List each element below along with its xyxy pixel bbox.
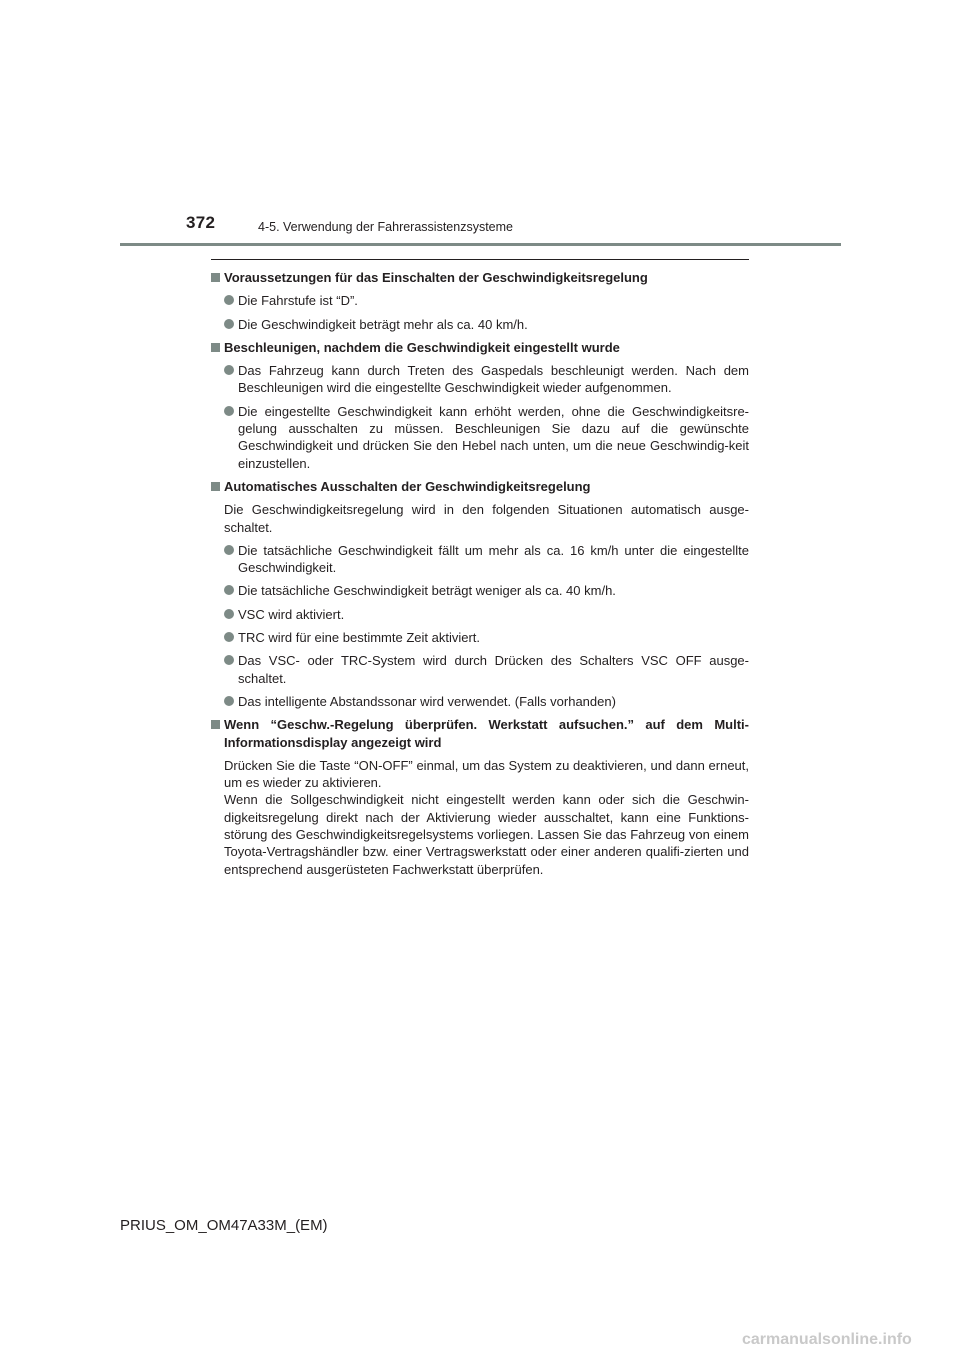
bullet-dot-icon (224, 655, 234, 665)
paragraph-text: Wenn die Sollgeschwindigkeit nicht eingestellt werden kann oder sich die Geschwin-digkeitsregelung direkt nach der Aktivierung wieder ausschaltet, kann eine Funktions-störung des Geschwindigkeitsregelsystems vorliegen. Lassen Sie das Fahrzeug von einem Toyota-Vertragshändler bzw. einer Vertragswerkstatt oder einer anderen qualifi-zierten und entsprechend ausgerüsteten Fachwerkstatt überprüfen. (224, 792, 749, 877)
bullet-dot-icon (224, 319, 234, 329)
paragraph-text: Die Geschwindigkeitsregelung wird in den folgenden Situationen automatisch ausge-schaltet. (224, 502, 749, 535)
list-item-text: Das VSC- oder TRC-System wird durch Drücken des Schalters VSC OFF ausge-schaltet. (238, 653, 749, 686)
list-item (211, 629, 749, 646)
bullet-dot-icon (224, 585, 234, 595)
section-heading (211, 269, 749, 286)
bullet-dot-icon (224, 632, 234, 642)
bullet-dot-icon (224, 295, 234, 305)
section-heading (211, 339, 749, 356)
bullet-dot-icon (224, 609, 234, 619)
bullet-dot-icon (224, 365, 234, 375)
section-rule (211, 259, 749, 260)
content (211, 264, 749, 884)
section-heading-text: Beschleunigen, nachdem die Geschwindigkeit eingestellt wurde (224, 339, 620, 355)
list-item (211, 652, 749, 687)
list-item-text: Das intelligente Abstandssonar wird verwendet. (Falls vorhanden) (238, 693, 616, 709)
list-item-text: Die Geschwindigkeit beträgt mehr als ca. 40 km/h. (238, 316, 528, 332)
list-item-text: Das Fahrzeug kann durch Treten des Gaspedals beschleunigt werden. Nach dem Beschleunigen wird die eingestellte Geschwindigkeit wieder aufgenommen. (238, 363, 749, 396)
section-heading (211, 478, 749, 495)
section-body (211, 757, 749, 878)
list-item (211, 362, 749, 397)
header-rule (120, 243, 841, 246)
section-heading (211, 716, 749, 751)
square-marker-icon (211, 273, 220, 282)
list-item (211, 403, 749, 472)
list-item (211, 582, 749, 599)
list-item-text: Die tatsächliche Geschwindigkeit fällt um mehr als ca. 16 km/h unter die eingestellte Geschwindigkeit. (238, 542, 749, 576)
list-item (211, 292, 749, 309)
list-item-text: Die eingestellte Geschwindigkeit kann erhöht werden, ohne die Geschwindigkeitsre-gelung ausschalten zu müssen. Beschleunigen Sie dazu auf die gewünschte Geschwindigkeit und drücken Sie den Hebel nach unten, um die neue Geschwindig-keit einzustellen. (238, 403, 749, 471)
list-item (211, 606, 749, 623)
section-heading-text: Voraussetzungen für das Einschalten der Geschwindigkeitsregelung (224, 270, 648, 285)
chapter-title: 4-5. Verwendung der Fahrerassistenzsysteme (258, 220, 513, 234)
list-item-text: Die tatsächliche Geschwindigkeit beträgt weniger als ca. 40 km/h. (238, 583, 616, 599)
bullet-dot-icon (224, 406, 234, 416)
square-marker-icon (211, 482, 220, 491)
bullet-dot-icon (224, 696, 234, 706)
list-item (211, 316, 749, 333)
section-heading-text: Wenn “Geschw.-Regelung überprüfen. Werkstatt aufsuchen.” auf dem Multi-Informationsdisplay angezeigt wird (224, 717, 749, 750)
page-number: 372 (186, 213, 216, 232)
document-id: PRIUS_OM_OM47A33M_(EM) (120, 1217, 328, 1234)
list-item-text: TRC wird für eine bestimmte Zeit aktiviert. (238, 630, 481, 646)
bullet-dot-icon (224, 545, 234, 555)
list-item (211, 693, 749, 710)
list-item-text: VSC wird aktiviert. (238, 606, 345, 622)
square-marker-icon (211, 343, 220, 352)
watermark: carmanualsonline.info (742, 1331, 912, 1348)
section-intro (211, 501, 749, 536)
section-heading-text: Automatisches Ausschalten der Geschwindigkeitsregelung (224, 478, 591, 494)
square-marker-icon (211, 720, 220, 729)
list-item (211, 542, 749, 577)
list-item-text: Die Fahrstufe ist “D”. (238, 293, 358, 309)
paragraph-text: Drücken Sie die Taste “ON-OFF” einmal, um das System zu deaktivieren, und dann erneut, um es wieder zu aktivieren. (224, 757, 749, 791)
